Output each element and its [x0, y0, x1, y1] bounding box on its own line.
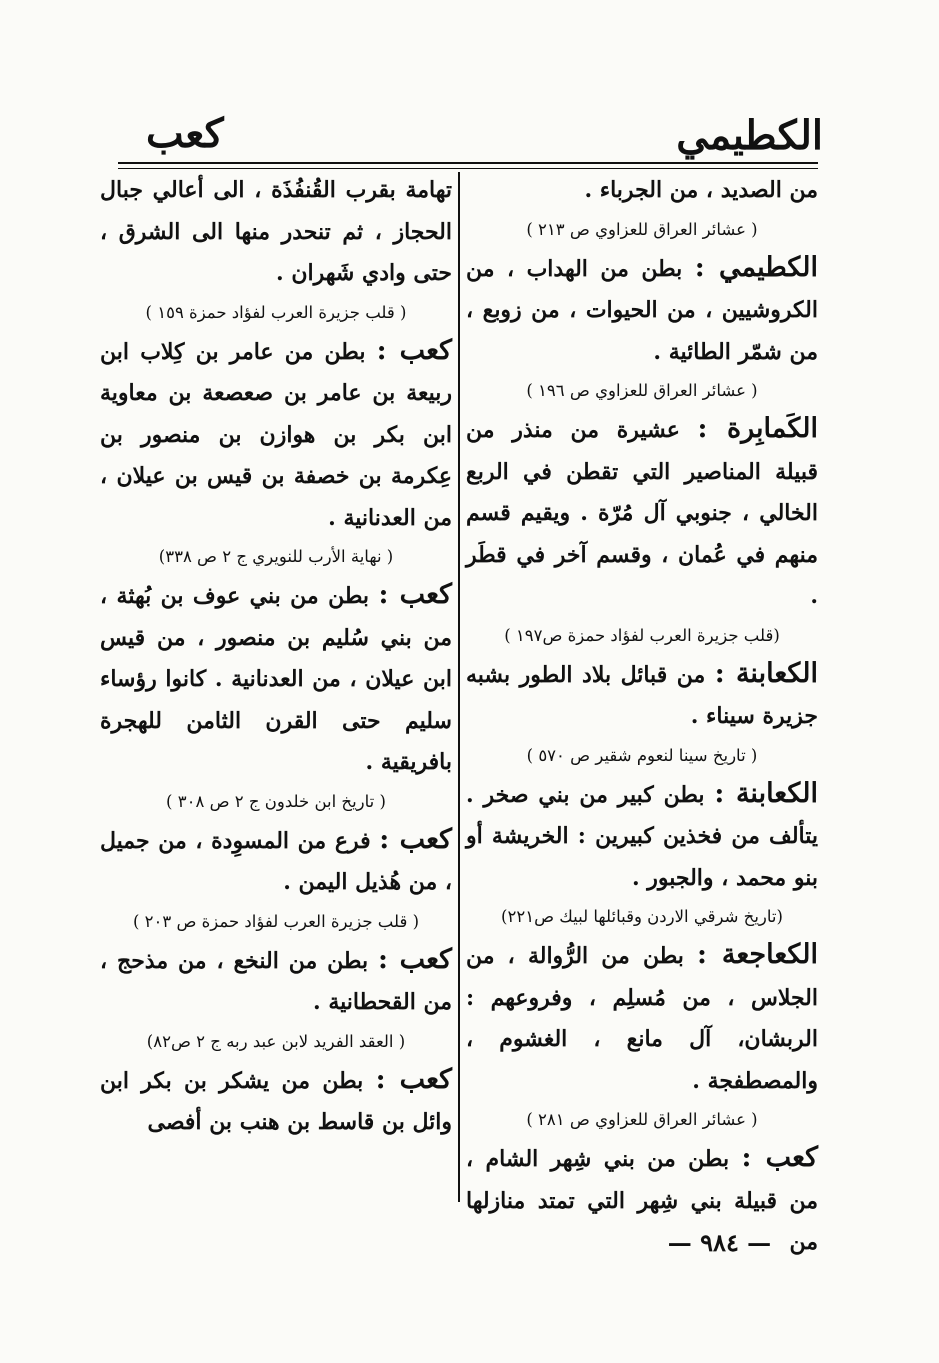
source-citation: [100, 904, 452, 939]
entry-text: عشيرة من منذر من قبيلة المناصير التي تقطن في الربع الخالي ، جنوبي آل مُرّة . ويقيم قسم منهم في عُمان ، وقسم آخر في قطَر .: [466, 417, 818, 609]
entry-paragraph: [466, 170, 818, 212]
entry-text: بطن من بني شِهر الشام ، من قبيلة بني شِهر التي تمتد منازلها من: [466, 1146, 818, 1255]
source-citation: [466, 212, 818, 247]
entry-headword: الكَمابِرة :: [697, 413, 818, 444]
entry-text: ( عشائر العراق للعزاوي ص ٢٨١ ): [526, 1110, 758, 1129]
entry-headword: كعب :: [741, 1142, 818, 1173]
entry-paragraph: [466, 408, 818, 618]
entry-headword: كعب :: [376, 334, 452, 366]
running-head-right: الكطيمي: [676, 112, 823, 159]
header-rule: [118, 162, 818, 164]
entry-headword: الكعابنة :: [714, 777, 818, 809]
entry-paragraph: [466, 247, 818, 374]
source-citation: [100, 295, 452, 330]
entry-headword: الكعابنة :: [714, 657, 818, 689]
entry-text: (تاريخ شرقي الاردن وقبائلها لبيك ص٢٢١): [501, 907, 783, 926]
entry-paragraph: [100, 819, 452, 904]
entry-text: ( قلب جزيرة العرب لفؤاد حمزة ١٥٩ ): [145, 302, 407, 322]
source-citation: [466, 373, 818, 408]
entry-paragraph: [100, 574, 452, 784]
entry-text: ( العقد الفريد لابن عبد ربه ج ٢ ص٨٢): [146, 1031, 406, 1051]
entry-headword: الكعاجعة :: [697, 939, 818, 970]
entry-paragraph: [100, 170, 452, 295]
entry-text: بطن من النخع ، من مذحج ، من القحطانية .: [100, 947, 452, 1015]
entry-headword: كعب :: [377, 943, 452, 975]
entry-paragraph: [466, 773, 818, 900]
entry-text: بطن من يشكر بن بكر ابن وائل بن قاسط بن هنب بن أفصى: [100, 1067, 452, 1135]
entry-text: بطن كبير من بني صخر . يتألف من فخذين كبيرين : الخريشة أو بنو محمد ، والجبور .: [466, 781, 818, 891]
column-divider: [458, 172, 460, 1202]
entry-text: ( تاريخ سينا لنعوم شقير ص ٥٧٠ ): [526, 745, 758, 765]
entry-text: (قلب جزيرة العرب لفؤاد حمزة ص١٩٧ ): [504, 625, 780, 645]
source-citation: [466, 738, 818, 773]
entry-paragraph: [466, 934, 818, 1102]
entry-text: من الصديد ، من الجرباء .: [584, 177, 818, 203]
source-citation: [100, 784, 452, 819]
running-head-left: كعب: [146, 110, 224, 157]
entry-text: تهامة بقرب القُنفُذَة ، الى أعالي جبال الحجاز ، ثم تنحدر منها الى الشرق ، حتى وادي شَهران .: [100, 177, 452, 286]
entry-paragraph: [466, 653, 818, 738]
entry-headword: الكطيمي :: [694, 251, 819, 283]
entry-headword: كعب :: [375, 1063, 452, 1095]
entry-paragraph: [100, 330, 452, 540]
source-citation: [466, 618, 818, 653]
entry-text: بطن من الهداب ، من الكروشيين ، من الحيوات ، من زوبع ، من شمّر الطائية .: [466, 255, 818, 365]
source-citation: [100, 1024, 452, 1059]
source-citation: [100, 539, 452, 574]
entry-text: بطن من بني عوف بن بُهثة ، من بني سُليم بن منصور ، من قيس ابن عيلان ، من العدنانية . كانوا رؤساء سليم حتى القرن الثامن للهجرة بافريقية .: [100, 583, 452, 775]
header-rule-thin: [118, 168, 818, 169]
entry-text: ( تاريخ ابن خلدون ج ٢ ص ٣٠٨ ): [166, 791, 386, 811]
entry-text: من قبائل بلاد الطور بشبه جزيرة سيناء .: [466, 661, 818, 729]
right-column: [466, 170, 818, 1264]
entry-text: بطن من عامر بن كِلاب ابن ربيعة بن عامر بن صعصعة بن معاوية ابن بكر بن هوازن بن منصور بن عِكرمة بن خصفة بن قيس بن عيلان ، من العدنانية .: [100, 338, 452, 531]
entry-paragraph: [100, 939, 452, 1024]
entry-text: ( قلب جزيرة العرب لفؤاد حمزة ص ٢٠٣ ): [132, 911, 420, 931]
source-citation: [466, 899, 818, 934]
entry-headword: كعب :: [378, 579, 452, 610]
entry-text: فرع من المسوِدة ، من جميل ، من هُذيل اليمن .: [100, 827, 452, 895]
entry-text: ( عشائر العراق للعزاوي ص ٢١٣ ): [526, 219, 758, 239]
page-number: — ٩٨٤ —: [667, 1228, 772, 1257]
entry-text: ( عشائر العراق للعزاوي ص ١٩٦ ): [526, 381, 758, 400]
source-citation: [466, 1102, 818, 1137]
entry-headword: كعب :: [379, 823, 452, 855]
entry-text: بطن من الرُّوالة ، من الجلاس ، من مُسلِم ، وفروعهم : الربشان، آل مانع ، الغشوم ، والمصطفجة .: [466, 943, 818, 1094]
left-column: [100, 170, 452, 1144]
entry-paragraph: [100, 1059, 452, 1144]
entry-text: ( نهاية الأرب للنويري ج ٢ ص ٣٣٨): [158, 547, 394, 566]
